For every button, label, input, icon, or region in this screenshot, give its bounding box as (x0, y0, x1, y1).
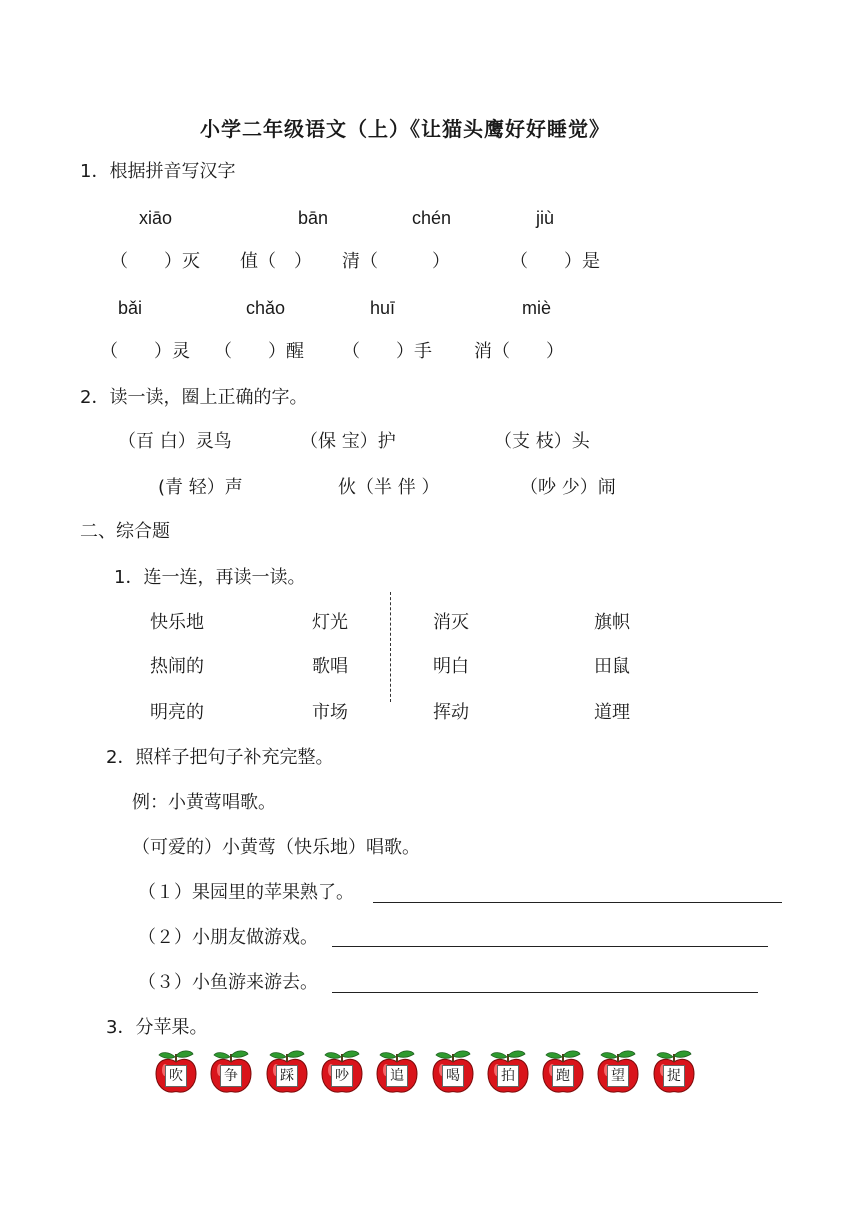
apple-9[interactable] (595, 1048, 641, 1094)
pinyin-chao: chǎo (246, 298, 286, 318)
choice-row1-1[interactable]: （百 白）灵鸟 (118, 431, 232, 452)
apple-label: 拍 (497, 1065, 519, 1087)
pinyin-xiao: xiāo (139, 208, 173, 228)
apple-3[interactable] (264, 1048, 310, 1094)
example-answer: （可爱的）小黄莺（快乐地）唱歌。 (132, 837, 420, 858)
apple-label: 踩 (276, 1065, 298, 1087)
pinyin-hui: huī (370, 298, 396, 318)
apple-label: 望 (607, 1065, 629, 1087)
apple-10[interactable] (651, 1048, 697, 1094)
example-sentence: 例：小黄莺唱歌。 (132, 792, 276, 813)
match-col2-2[interactable]: 歌唱 (312, 656, 348, 677)
match-col3-2[interactable]: 明白 (433, 656, 469, 677)
apple-label: 喝 (442, 1065, 464, 1087)
apple-2[interactable] (208, 1048, 254, 1094)
choice-row1-2[interactable]: （保 宝）护 (300, 431, 396, 452)
blank-row2-4[interactable]: 消（ ） (474, 341, 564, 362)
choice-row2-3[interactable]: （吵 少）闹 (520, 477, 616, 498)
sub-2-heading: 2．照样子把句子补充完整。 (106, 747, 334, 768)
question-1-heading: 1．根据拼音写汉字 (80, 161, 236, 182)
match-col1-3[interactable]: 明亮的 (150, 702, 204, 723)
match-col2-3[interactable]: 市场 (312, 702, 348, 723)
blank-row2-1[interactable]: （ ）灵 (100, 341, 190, 362)
apple-8[interactable] (540, 1048, 586, 1094)
choice-row2-1[interactable]: (青 轻）声 (158, 477, 243, 498)
blank-row2-2[interactable]: （ ）醒 (214, 341, 304, 362)
apple-1[interactable] (153, 1048, 199, 1094)
pinyin-mie: miè (522, 298, 552, 318)
apple-5[interactable] (374, 1048, 420, 1094)
choice-row1-3[interactable]: （支 枝）头 (494, 431, 590, 452)
match-col3-3[interactable]: 挥动 (433, 702, 469, 723)
match-col3-1[interactable]: 消灭 (433, 612, 469, 633)
match-col1-2[interactable]: 热闹的 (150, 656, 204, 677)
match-col1-1[interactable]: 快乐地 (150, 612, 204, 633)
apple-label: 吵 (331, 1065, 353, 1087)
match-col4-1[interactable]: 旗帜 (594, 612, 630, 633)
match-col4-3[interactable]: 道理 (594, 702, 630, 723)
pinyin-jiu: jiù (536, 208, 555, 228)
apple-label: 跑 (552, 1065, 574, 1087)
blank-row1-1[interactable]: （ ）灭 (110, 251, 200, 272)
pinyin-chen: chén (412, 208, 452, 228)
sentence-item-2: （２）小朋友做游戏。 (138, 927, 318, 948)
sentence-item-3: （３）小鱼游来游去。 (138, 972, 318, 993)
answer-line-2[interactable] (332, 946, 768, 947)
divider-dashed (390, 592, 391, 702)
blank-row1-2[interactable]: 值（ ） (240, 251, 312, 272)
blank-row1-4[interactable]: （ ）是 (510, 251, 600, 272)
apple-6[interactable] (430, 1048, 476, 1094)
pinyin-ban: bān (298, 208, 329, 228)
apple-label: 捉 (663, 1065, 685, 1087)
sentence-item-1: （１）果园里的苹果熟了。 (138, 882, 354, 903)
blank-row2-3[interactable]: （ ）手 (342, 341, 432, 362)
sub-3-heading: 3．分苹果。 (106, 1017, 208, 1038)
choice-row2-2[interactable]: 伙（半 伴 ） (338, 477, 440, 498)
answer-line-1[interactable] (373, 902, 782, 903)
apple-label: 争 (220, 1065, 242, 1087)
apple-4[interactable] (319, 1048, 365, 1094)
apple-label: 吹 (165, 1065, 187, 1087)
apple-label: 追 (386, 1065, 408, 1087)
sub-1-heading: 1．连一连，再读一读。 (114, 567, 306, 588)
match-col2-1[interactable]: 灯光 (312, 612, 348, 633)
apple-7[interactable] (485, 1048, 531, 1094)
match-col4-2[interactable]: 田鼠 (594, 656, 630, 677)
question-2-heading: 2．读一读，圈上正确的字。 (80, 387, 308, 408)
page-title: 小学二年级语文（上）《让猫头鹰好好睡觉》 (200, 117, 610, 141)
section-2-heading: 二、综合题 (80, 521, 170, 542)
answer-line-3[interactable] (332, 992, 758, 993)
pinyin-bai: bǎi (118, 298, 143, 318)
blank-row1-3[interactable]: 清（ ） (342, 251, 450, 272)
